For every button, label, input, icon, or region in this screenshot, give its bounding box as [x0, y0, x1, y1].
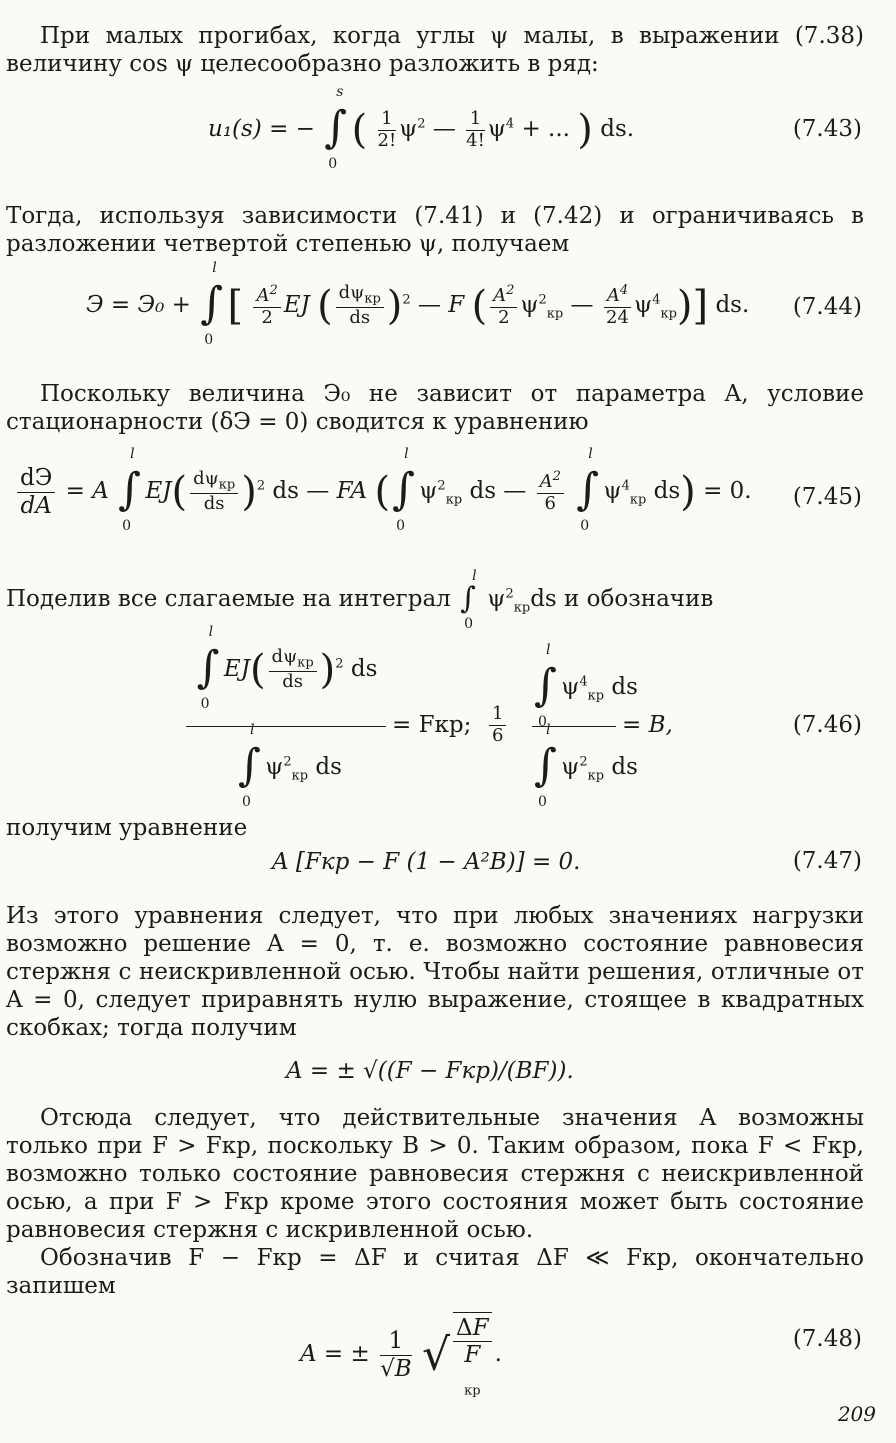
equation-7-45: $\frac{dЭ}{dA}$ = A l ∫ 0 EJ( $\frac{d\psi_{кр}}{ds}$ )$^2$ ds — FA ( l ∫ 0 $\psi^2_{кр}$ ds — $\frac{A^2}{6}$ l ∫ 0 $\psi^4_{кр}$ ds) = 0.	[14, 462, 752, 522]
equation-number-7-46: (7.46)	[792, 712, 862, 738]
paragraph-final: Обозначив F − Fкр = ΔF и считая ΔF ≪ Fкр, окончательно запишем	[6, 1245, 864, 1299]
equation-number-7-44: (7.44)	[792, 294, 862, 320]
equation-7-47: A [Fкр − F (1 − A²B)] = 0.	[272, 849, 581, 875]
paragraph-solution: Из этого уравнения следует, что при любых значениях нагрузки возможно решение A = 0, т. е. возможно состояние равновесия стержня с неискривленной осью. Чтобы найти решения, отличные от A = 0, следует приравнять нулю выражение, стоящее в квадратных скобках; тогда получим	[6, 903, 864, 1041]
equation-number-7-45: (7.45)	[792, 484, 862, 510]
equation-7-48: A = ± $\frac{1}{√B}$ √ ΔF F $_{кр}$.	[300, 1312, 502, 1398]
equation-7-43: u₁(s) = − s ∫ 0 ( $\frac{1}{2!}$ $\psi^2$ — $\frac{1}{4!}$ $\psi^4$ + ... ) ds.	[208, 84, 635, 172]
equation-number-7-48: (7.48)	[792, 1326, 862, 1352]
paragraph-get-equation: получим уравнение	[6, 815, 248, 841]
equation-7-44: Э = Э₀ + l ∫ 0 [ $\frac{A^2}{2}$ EJ ( $\frac{d\psi_{кр}}{ds}$ )$^2$ — F ( $\frac{A^2}{2}$ $\psi^2_{кр}$ — $\frac{A^4}{24}$ $\psi^4_{кр}$)] ds.	[86, 260, 750, 348]
equation-amplitude: A = ± √((F − Fкр)/(BF)).	[286, 1058, 574, 1084]
paragraph-conclusion: Отсюда следует, что действительные значения A возможны только при F > Fкр, поскольку B > 0. Таким образом, пока F < Fкр, возможно только состояние равновесия стержня с неискривленной осью, а при F > Fкр кроме этого состояния может быть состояние равновесия стержня с искривленной осью.	[6, 1105, 864, 1243]
page-number: 209	[837, 1402, 876, 1426]
paragraph-stationarity: Поскольку величина Э₀ не зависит от параметра A, условие стационарности (δЭ = 0) сводится к уравнению	[6, 381, 864, 435]
equation-7-46: l ∫ 0 EJ( $\frac{d\psi_{кр}}{ds}$ )$^2$ ds l ∫ 0 $\psi^2_{кр}$ ds = Fкр; $\frac{1}{6}$ l ∫ 0 $\psi^4_{кр}$ ds l ∫ 0 $\psi^2_{кр}$ ds = B,	[186, 640, 626, 810]
paragraph-then: Тогда, используя зависимости (7.41) и (7.42) и ограничиваясь в разложении четвертой степенью ψ, получаем	[6, 203, 864, 257]
paragraph-intro: При малых прогибах, когда углы ψ малы, в выражении (7.38) величину cos ψ целесообразно разложить в ряд:	[6, 23, 864, 77]
equation-number-7-43: (7.43)	[792, 116, 862, 142]
equation-number-7-47: (7.47)	[792, 848, 862, 874]
paragraph-divide: Поделив все слагаемые на интеграл l ∫ 0 $\psi^2_{кр}ds$ и обозначив	[6, 568, 714, 632]
